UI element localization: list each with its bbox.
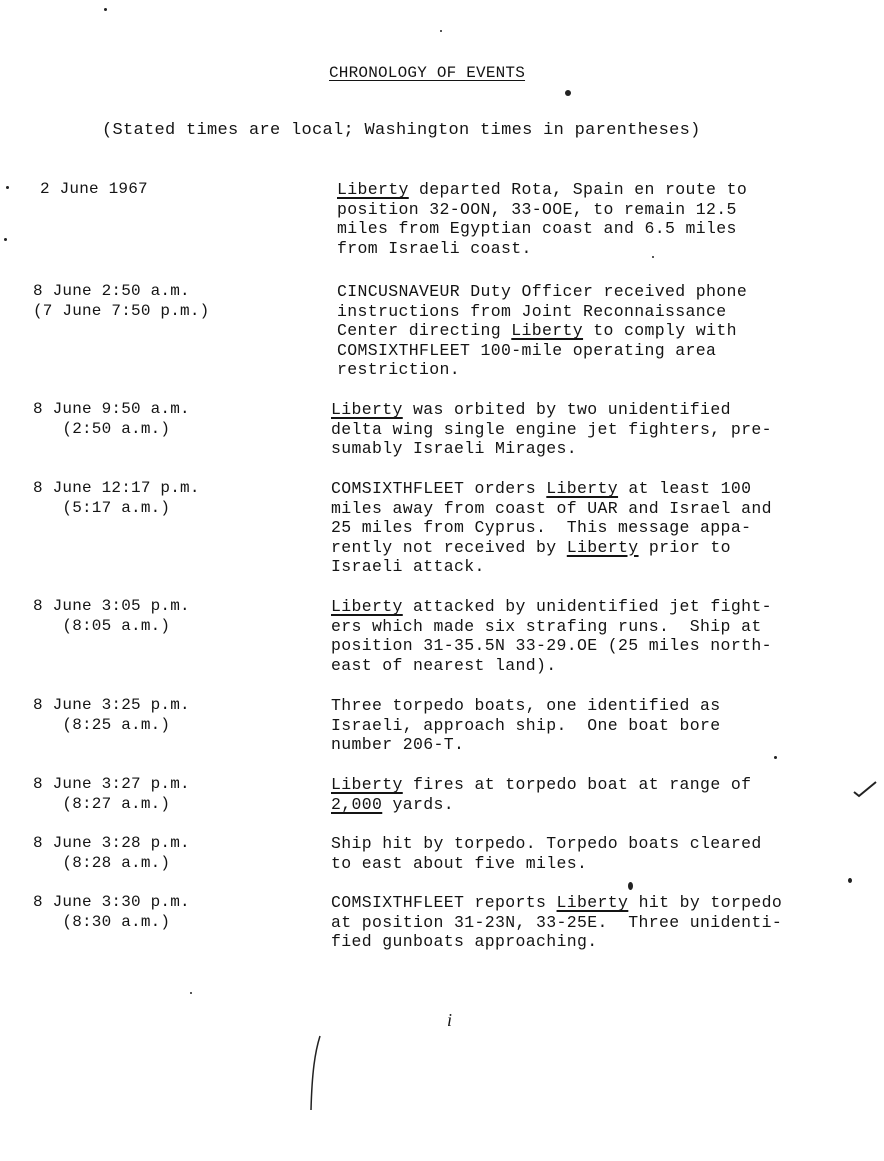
entry-description-line [331,834,762,854]
entry-description-line [331,557,772,577]
entry-date [33,282,209,321]
entry-date [33,597,190,636]
entry-description [337,282,747,380]
text-segment: departed Rota, Spain en route to [408,180,748,199]
entry-date [33,775,190,814]
document-subtitle: (Stated times are local; Washington times in parentheses) [102,121,701,140]
text-segment: to east about five miles. [331,853,588,873]
text-segment: Center directing [337,321,512,340]
text-segment: miles from Egyptian coast and 6.5 miles [337,219,737,238]
entry-date [33,696,190,735]
entry-description [331,696,721,755]
text-segment: fied gunboats approaching. [331,932,598,951]
entry-description-line [331,538,772,558]
document-title: CHRONOLOGY OF EVENTS [329,64,526,82]
page-number: i [447,1010,453,1030]
entry-date-line: (8:25 a.m.) [33,715,171,734]
entry-description-line [337,219,747,239]
entry-description [331,597,772,675]
underlined-term: Liberty [546,479,619,498]
entry-description-line [331,716,721,736]
text-segment: number 206-T. [331,735,465,754]
entry-date-line: (2:50 a.m.) [33,419,171,438]
entry-date [33,400,190,439]
entry-description-line [331,913,782,933]
entry-description [337,180,747,258]
text-segment: sumably Israeli Mirages. [331,439,578,458]
entry-date [33,479,200,518]
entry-description-line [331,775,751,795]
text-segment: 25 miles from Cyprus. This message appa- [331,518,752,537]
entry-date-line: 8 June 2:50 a.m. [33,282,190,300]
entry-description-line [331,400,772,420]
entry-description-line [331,893,782,913]
text-segment: from Israeli coast. [337,238,532,258]
text-segment: position 31-35.5N 33-29.OE (25 miles north- [331,636,772,655]
speck-icon [848,878,852,883]
entry-description-line [331,617,772,637]
entry-date-line: (8:05 a.m.) [33,616,171,635]
text-segment: COMSIXTHFLEET orders [331,479,547,498]
entry-date-line: 2 June 1967 [40,180,148,198]
entry-date-line: (5:17 a.m.) [33,498,171,517]
text-segment: delta wing single engine jet fighters, pre- [331,419,772,439]
entry-date-line: (7 June 7:50 p.m.) [33,301,210,320]
entry-date-line: 8 June 3:30 p.m. [33,893,190,911]
underlined-term: Liberty [331,775,403,794]
entry-date-line: 8 June 3:28 p.m. [33,834,190,852]
entry-date-line: (8:27 a.m.) [33,794,171,813]
entry-date [33,834,190,873]
entry-description-line [331,597,772,617]
text-segment: ers which made six strafing runs. Ship at [331,616,762,636]
entry-description-line [337,321,747,341]
pen-mark-icon [306,1034,326,1114]
entry-description [331,834,762,873]
text-segment: restriction. [337,360,461,379]
text-segment: east of nearest land). [331,655,557,675]
underlined-term: Liberty [331,400,403,419]
speck-icon [652,256,654,258]
entry-date-line: 8 June 9:50 a.m. [33,400,190,418]
text-segment: prior to [638,537,731,557]
text-segment: COMSIXTHFLEET 100-mile operating area [337,340,717,360]
entry-description-line [331,932,782,952]
speck-icon [104,8,107,11]
text-segment: fires at torpedo boat at range of [402,775,752,794]
text-segment: miles away from coast of UAR and Israel and [331,498,772,518]
entry-date [33,893,190,932]
entry-description [331,775,751,814]
text-segment: Israeli, approach ship. One boat bore [331,715,721,735]
entry-description-line [331,518,772,538]
text-segment: yards. [382,794,455,814]
underlined-term: 2,000 [331,794,383,814]
entry-description [331,400,772,459]
text-segment: rently not received by [331,537,567,557]
text-segment: to comply with [583,321,737,340]
text-segment: COMSIXTHFLEET reports [331,893,557,912]
entry-description-line [331,479,772,499]
entry-description [331,479,772,577]
underlined-term: Liberty [566,537,639,557]
text-segment: position 32-OON, 33-OOE, to remain 12.5 [337,199,737,219]
entry-description-line [337,341,747,361]
entry-description-line [331,696,721,716]
text-segment: was orbited by two unidentified [402,400,731,419]
entry-date-line: 8 June 3:27 p.m. [33,775,190,793]
entry-date-line: (8:28 a.m.) [33,853,171,872]
entry-description-line [331,656,772,676]
entry-date [40,180,148,200]
underlined-term: Liberty [337,180,409,199]
entry-description-line [331,795,751,815]
speck-icon [440,30,442,32]
entry-description-line [331,439,772,459]
text-segment: hit by torpedo [628,893,783,912]
underlined-term: Liberty [331,597,403,616]
entry-date-line: (8:30 a.m.) [33,912,171,931]
text-segment: at position 31-23N, 33-25E. Three unidenti- [331,912,783,932]
entry-description-line [331,636,772,656]
text-segment: Ship hit by torpedo. Torpedo boats cleared [331,834,762,853]
entry-description-line [337,282,747,302]
text-segment: attacked by unidentified jet fight- [402,597,772,616]
speck-icon [628,882,633,890]
entry-description-line [331,735,721,755]
text-segment: instructions from Joint Reconnaissance [337,301,727,321]
speck-icon [774,756,777,759]
text-segment: at least 100 [618,479,752,498]
speck-icon [4,238,7,241]
entry-description [331,893,782,952]
underlined-term: Liberty [556,893,629,912]
entry-description-line [337,239,747,259]
entry-description-line [331,420,772,440]
speck-icon [565,90,571,96]
entry-date-line: 8 June 3:25 p.m. [33,696,190,714]
text-segment: Israeli attack. [331,557,485,576]
entry-description-line [337,180,747,200]
text-segment: Three torpedo boats, one identified as [331,696,721,715]
entry-description-line [337,302,747,322]
entry-description-line [331,854,762,874]
entry-date-line: 8 June 3:05 p.m. [33,597,190,615]
entry-date-line: 8 June 12:17 p.m. [33,479,200,497]
check-mark-icon [852,778,878,798]
entry-description-line [337,360,747,380]
entry-description-line [337,200,747,220]
entry-description-line [331,499,772,519]
underlined-term: Liberty [511,321,584,340]
speck-icon [190,992,192,994]
text-segment: CINCUSNAVEUR Duty Officer received phone [337,282,748,301]
speck-icon [6,186,9,189]
